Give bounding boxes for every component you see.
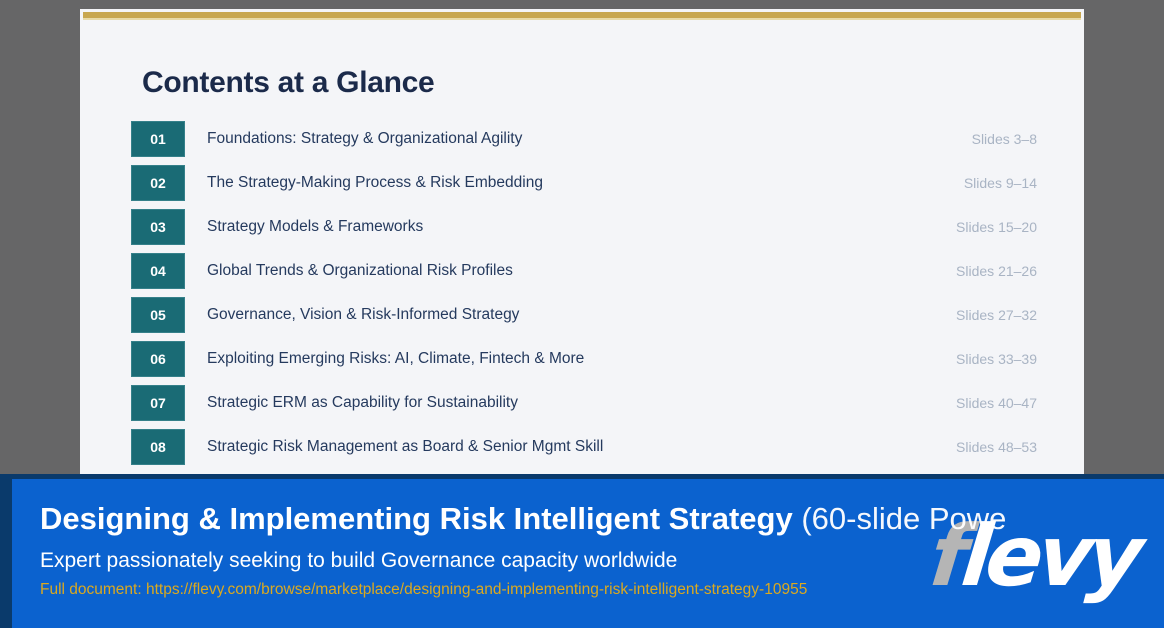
toc-item-label: Foundations: Strategy & Organizational Agility	[207, 130, 523, 147]
toc-slide-range: Slides 3–8	[971, 131, 1037, 147]
toc-item-label: Strategic ERM as Capability for Sustainability	[207, 394, 518, 411]
toc-row	[131, 425, 1037, 469]
document-title	[40, 501, 1164, 537]
flevy-logo-f: f	[926, 507, 968, 605]
document-title-suffix: (60-slide Powe	[792, 501, 1007, 536]
toc-number-badge: 05	[131, 297, 185, 333]
full-document-link[interactable]: Full document: https://flevy.com/browse/marketplace/designing-and-implementing-risk-intelligent-strategy-10955	[40, 580, 808, 598]
toc-item-label: Governance, Vision & Risk-Informed Strategy	[207, 306, 520, 323]
toc-slide-range: Slides 15–20	[956, 219, 1037, 235]
toc-slide-range: Slides 9–14	[963, 175, 1037, 191]
toc-number-badge: 07	[131, 385, 185, 421]
toc-row	[131, 205, 1037, 249]
toc-number-badge: 02	[131, 165, 185, 201]
toc-row	[131, 293, 1037, 337]
document-subtitle: Expert passionately seeking to build Governance capacity worldwide	[40, 548, 678, 572]
slide-title: Contents at a Glance	[142, 66, 435, 99]
toc-slide-range: Slides 33–39	[956, 351, 1037, 367]
slide-preview	[80, 9, 1084, 475]
document-title-main: Designing & Implementing Risk Intelligent Strategy	[40, 501, 793, 536]
toc-row	[131, 337, 1037, 381]
toc-row	[131, 117, 1037, 161]
banner-text-block	[12, 479, 1164, 599]
toc-slide-range: Slides 21–26	[956, 263, 1037, 279]
toc-number-badge: 03	[131, 209, 185, 245]
toc-item-label: Strategy Models & Frameworks	[207, 218, 424, 235]
gold-accent-bar	[83, 12, 1081, 20]
toc-slide-range: Slides 48–53	[956, 439, 1037, 455]
toc-slide-range: Slides 40–47	[956, 395, 1037, 411]
toc-row	[131, 381, 1037, 425]
toc-number-badge: 06	[131, 341, 185, 377]
toc-number-badge: 04	[131, 253, 185, 289]
toc-item-label: Exploiting Emerging Risks: AI, Climate, Fintech & More	[207, 350, 585, 367]
document-info-banner	[0, 474, 1164, 628]
flevy-logo-levy: levy	[957, 507, 1144, 605]
toc-item-label: The Strategy-Making Process & Risk Embedding	[207, 174, 543, 191]
toc-slide-range: Slides 27–32	[956, 307, 1037, 323]
toc-number-badge: 08	[131, 429, 185, 465]
table-of-contents	[131, 117, 1037, 469]
toc-number-badge: 01	[131, 121, 185, 157]
toc-row	[131, 161, 1037, 205]
toc-row	[131, 249, 1037, 293]
toc-item-label: Strategic Risk Management as Board & Senior Mgmt Skill	[207, 438, 604, 455]
toc-item-label: Global Trends & Organizational Risk Profiles	[207, 262, 513, 279]
